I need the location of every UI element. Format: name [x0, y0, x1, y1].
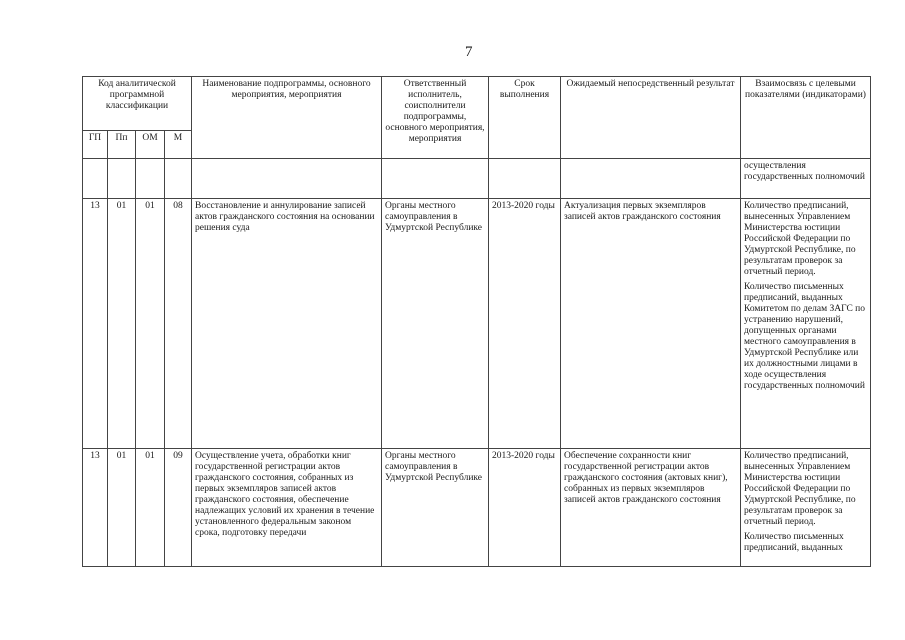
header-result: Ожидаемый непосредственный результат	[561, 77, 741, 159]
header-gp: ГП	[83, 131, 108, 159]
header-code-group: Код аналитической программной классификации	[83, 77, 192, 131]
cell-name: Восстановление и аннулирование записей актов гражданского состояния на основании решения суда	[192, 199, 382, 449]
table-row	[83, 449, 871, 567]
cell-m: 08	[165, 199, 192, 449]
program-table	[82, 76, 871, 567]
header-responsible: Ответственный исполнитель, соисполнители подпрограммы, основного мероприятия, мероприятия	[382, 77, 489, 159]
carry-cell	[108, 159, 136, 199]
cell-om: 01	[136, 449, 165, 567]
cell-relation	[741, 199, 871, 449]
relation-text: Количество письменных предписаний, выданных Комитетом по делам ЗАГС по устранению нарушений, допущенных органами местного самоуправления в Удмуртской Республике или их должностными лицами в ходе осуществления государственных полномочий	[744, 282, 866, 391]
cell-responsible: Органы местного самоуправления в Удмуртской Республике	[382, 449, 489, 567]
carry-row	[83, 159, 871, 199]
carry-cell	[489, 159, 561, 199]
carry-cell	[561, 159, 741, 199]
cell-gp: 13	[83, 449, 108, 567]
page-number: 7	[465, 44, 473, 60]
cell-name: Осуществление учета, обработки книг государственной регистрации актов гражданского состояния, собранных из первых экземпляров записей актов гражданского состояния, обеспечение надлежащих условий их хранения в течение установленного федеральным законом срока, подготовку передачи	[192, 449, 382, 567]
header-m: М	[165, 131, 192, 159]
header-relation: Взаимосвязь с целевыми показателями (индикаторами)	[741, 77, 871, 159]
cell-result: Актуализация первых экземпляров записей актов гражданского состояния	[561, 199, 741, 449]
cell-result: Обеспечение сохранности книг государственной регистрации актов гражданского состояния (актовых книг), собранных из первых экземпляров записей актов гражданского состояния	[561, 449, 741, 567]
relation-text: Количество предписаний, вынесенных Управлением Министерства юстиции Российской Федерации по Удмуртской Республике, по результатам проверок за отчетный период.	[744, 451, 856, 527]
header-om: ОМ	[136, 131, 165, 159]
cell-om: 01	[136, 199, 165, 449]
cell-gp: 13	[83, 199, 108, 449]
table-row	[83, 199, 871, 449]
carry-cell	[83, 159, 108, 199]
cell-pp: 01	[108, 449, 136, 567]
cell-term: 2013-2020 годы	[489, 199, 561, 449]
cell-responsible: Органы местного самоуправления в Удмуртской Республике	[382, 199, 489, 449]
cell-term: 2013-2020 годы	[489, 449, 561, 567]
cell-pp: 01	[108, 199, 136, 449]
carry-cell	[165, 159, 192, 199]
carry-relation: осуществления государственных полномочий	[741, 159, 871, 199]
header-term: Срок выполнения	[489, 77, 561, 159]
carry-cell	[192, 159, 382, 199]
cell-m: 09	[165, 449, 192, 567]
carry-cell	[136, 159, 165, 199]
header-name: Наименование подпрограммы, основного мероприятия, мероприятия	[192, 77, 382, 159]
relation-text: Количество письменных предписаний, выданных	[744, 532, 844, 553]
carry-cell	[382, 159, 489, 199]
header-pp: Пп	[108, 131, 136, 159]
header-row-1	[83, 77, 871, 131]
relation-text: Количество предписаний, вынесенных Управлением Министерства юстиции Российской Федерации по Удмуртской Республике, по результатам проверок за отчетный период.	[744, 201, 856, 277]
cell-relation	[741, 449, 871, 567]
